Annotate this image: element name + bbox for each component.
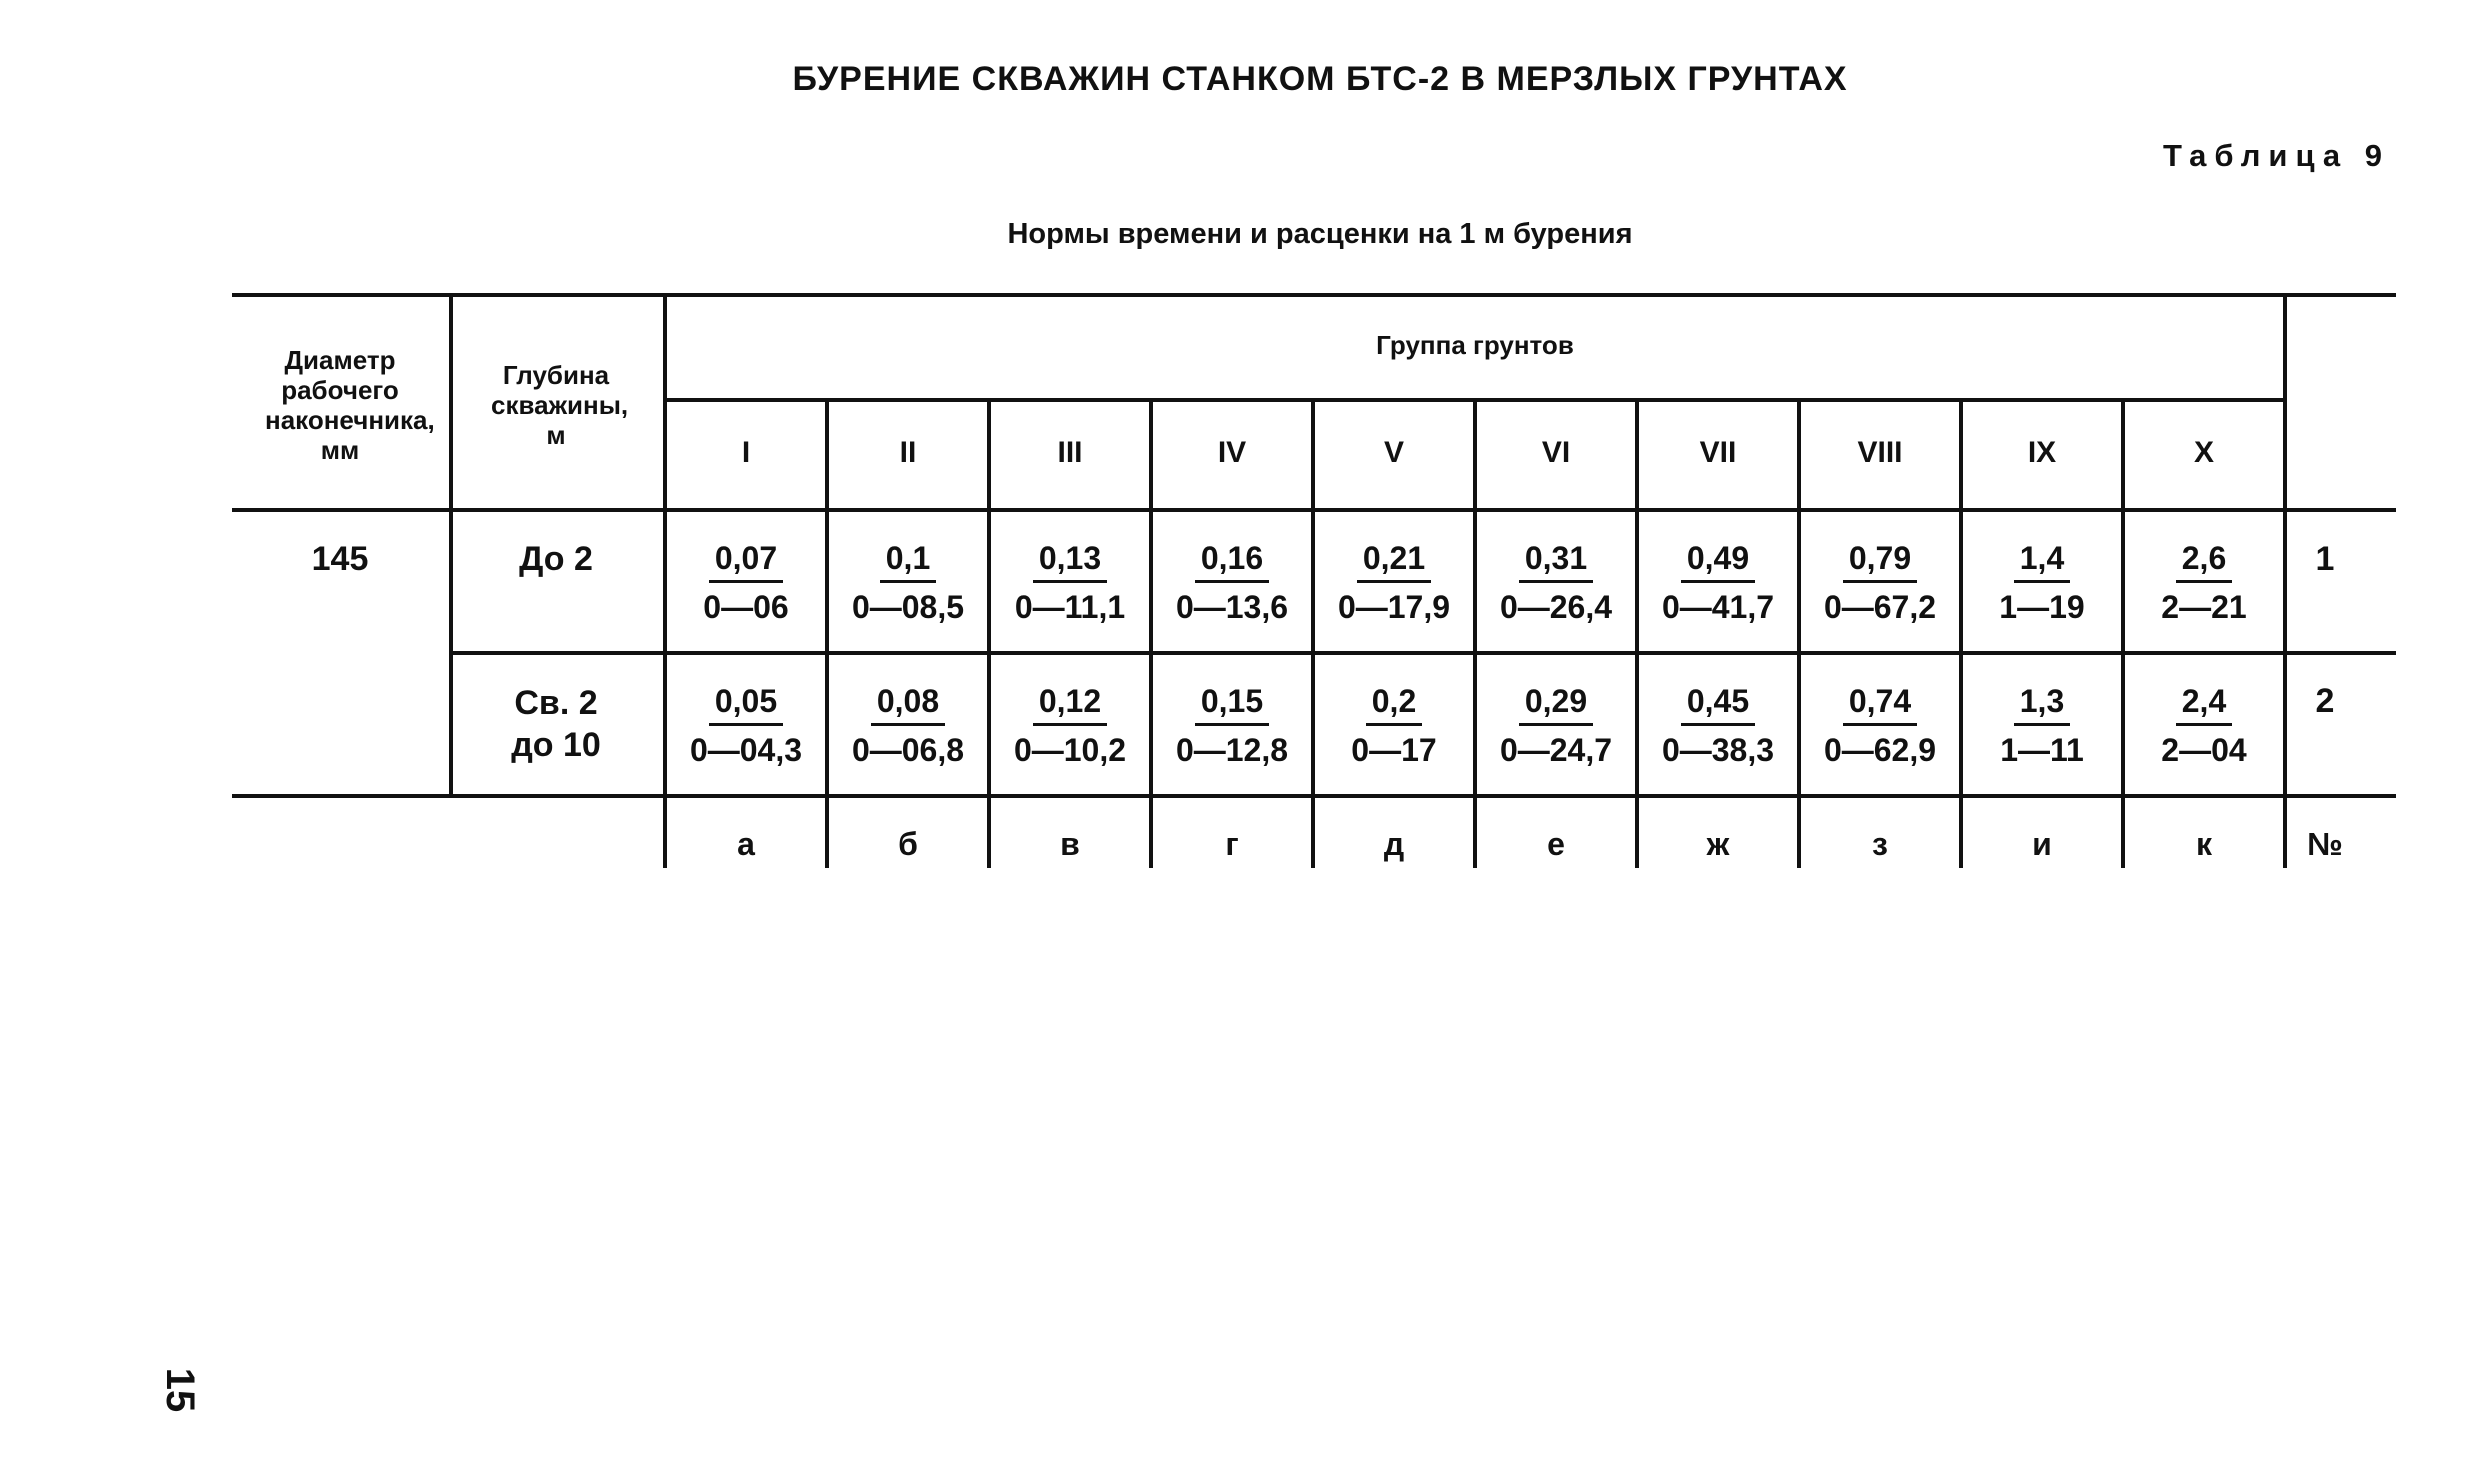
page-number: 15 xyxy=(158,1367,203,1413)
header-group-II: II xyxy=(899,436,917,469)
rate-cell: $\frac{0,49}{0—41,7}$ xyxy=(1661,540,1775,625)
vrule-after-diameter xyxy=(449,293,453,797)
rate-cell: $\frac{0,74}{0—62,9}$ xyxy=(1823,683,1937,768)
header-diameter: Диаметр рабочего наконечника, мм xyxy=(265,345,435,465)
column-letter: и xyxy=(2032,826,2052,862)
rate-cell: $\frac{2,4}{2—04}$ xyxy=(2161,683,2247,768)
rate-cell: $\frac{0,45}{0—38,3}$ xyxy=(1661,683,1775,768)
rule-top xyxy=(232,293,2396,297)
column-letter: г xyxy=(1225,826,1239,862)
rate-cell: $\frac{0,1}{0—08,5}$ xyxy=(851,540,965,625)
depth-row-1: До 2 xyxy=(519,540,593,578)
column-letter: д xyxy=(1383,826,1405,862)
diameter-value: 145 xyxy=(311,540,369,578)
rate-cell: $\frac{1,3}{1—11}$ xyxy=(2000,683,2084,768)
header-group-IX: IX xyxy=(2027,436,2057,469)
rate-cell: $\frac{2,6}{2—21}$ xyxy=(2161,540,2247,625)
rate-cell: $\frac{1,4}{1—19}$ xyxy=(1999,540,2085,625)
column-letter: а xyxy=(737,826,755,862)
vrule-letter xyxy=(2283,796,2287,868)
rate-cell: $\frac{0,29}{0—24,7}$ xyxy=(1499,683,1613,768)
rate-cell: $\frac{0,31}{0—26,4}$ xyxy=(1499,540,1613,625)
vrule-before-number xyxy=(2283,293,2287,797)
row-number-1: 1 xyxy=(2315,540,2335,578)
rate-cell: $\frac{0,05}{0—04,3}$ xyxy=(689,683,803,768)
rate-cell: $\frac{0,21}{0—17,9}$ xyxy=(1337,540,1451,625)
header-group-X: X xyxy=(2193,436,2214,469)
rate-cell: $\frac{0,13}{0—11,1}$ xyxy=(1014,540,1126,625)
header-depth: Глубина скважины, м xyxy=(491,360,629,450)
header-group-V: V xyxy=(1383,436,1404,469)
rate-cell: $\frac{0,15}{0—12,8}$ xyxy=(1175,683,1289,768)
column-letter: б xyxy=(898,826,918,862)
header-group-VI: VI xyxy=(1541,436,1571,469)
table-label: Таблица 9 xyxy=(2162,138,2390,173)
table-subtitle: Нормы времени и расценки на 1 м бурения xyxy=(1007,218,1633,250)
depth-row-2: Св. 2 до 10 xyxy=(511,684,601,764)
rule-row-1 xyxy=(449,651,2396,655)
header-group-IV: IV xyxy=(1217,436,1247,469)
column-letter: з xyxy=(1872,826,1888,862)
header-soil-group: Группа грунтов xyxy=(1376,330,1574,360)
column-letter: е xyxy=(1547,826,1565,862)
header-group-I: I xyxy=(741,436,751,469)
column-letter: к xyxy=(2195,826,2212,862)
document-title: БУРЕНИЕ СКВАЖИН СТАНКОМ БТС-2 В МЕРЗЛЫХ ГРУНТАХ xyxy=(792,60,1848,98)
rate-cell: $\frac{0,07}{0—06}$ xyxy=(703,540,789,625)
row-number-2: 2 xyxy=(2315,682,2335,720)
rate-cell: $\frac{0,2}{0—17}$ xyxy=(1351,683,1437,768)
rate-cell: $\frac{0,12}{0—10,2}$ xyxy=(1013,683,1127,768)
rate-cell: $\frac{0,08}{0—06,8}$ xyxy=(851,683,965,768)
column-letter: в xyxy=(1060,826,1080,862)
column-letter: ж xyxy=(1706,826,1730,862)
header-group-III: III xyxy=(1057,436,1083,469)
rate-cell: $\frac{0,79}{0—67,2}$ xyxy=(1823,540,1937,625)
rate-cell: $\frac{0,16}{0—13,6}$ xyxy=(1175,540,1289,625)
number-column-label: № xyxy=(2307,826,2343,862)
header-group-VIII: VIII xyxy=(1857,436,1903,469)
header-group-VII: VII xyxy=(1699,436,1737,469)
